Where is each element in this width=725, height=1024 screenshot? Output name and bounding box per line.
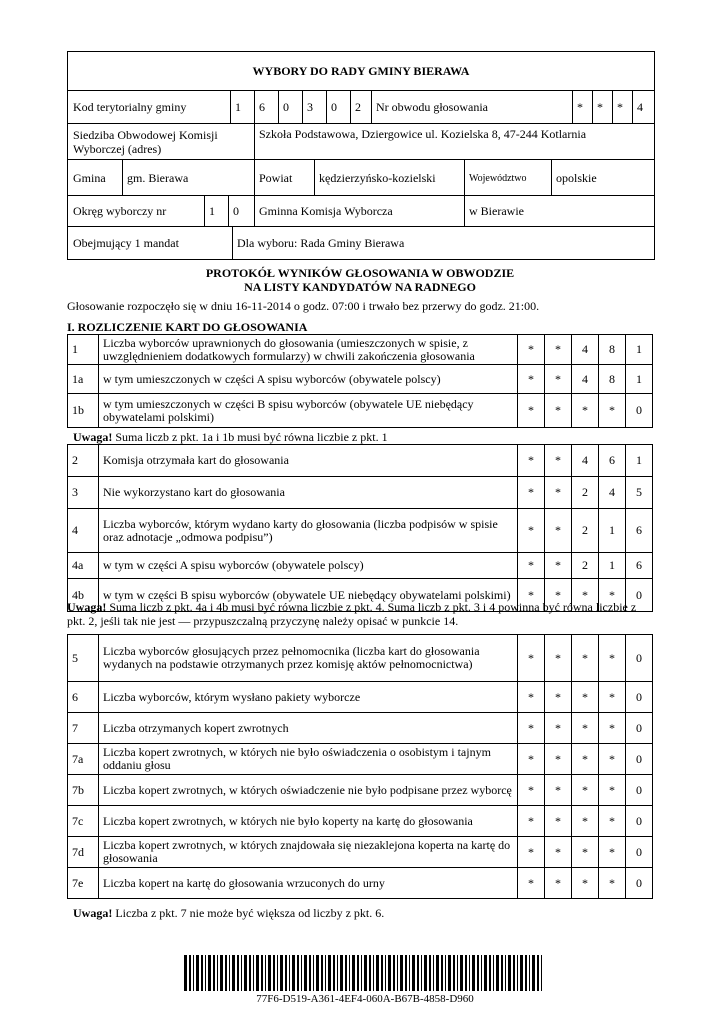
value-digit: 1 <box>599 553 626 579</box>
value-digit: * <box>572 713 599 744</box>
district-number-label: Nr obwodu głosowania <box>376 100 488 114</box>
barcode-bar <box>289 955 290 991</box>
row-description: Liczba wyborców uprawnionych do głosowania (umieszczonych w spisie, z uwzględnieniem dodatkowych formularzy) w chwili zakończenia głosowania <box>99 335 518 365</box>
barcode-bar <box>345 955 347 991</box>
barcode-bar <box>189 955 191 991</box>
table-row <box>68 775 653 806</box>
barcode-bar <box>325 955 326 991</box>
table-row <box>68 806 653 837</box>
barcode-bar <box>328 955 331 991</box>
barcode-bar <box>229 955 230 991</box>
value-digit: 0 <box>626 394 653 428</box>
row-description: Nie wykorzystano kart do głosowania <box>99 477 518 509</box>
barcode-bar <box>225 955 227 991</box>
barcode-bar <box>361 955 362 991</box>
barcode-bar <box>301 955 302 991</box>
barcode-bar <box>417 955 419 991</box>
row-number: 4a <box>68 553 99 579</box>
row-constituency <box>68 195 654 227</box>
constituency-digit: 0 <box>233 204 239 218</box>
barcode-bar <box>321 955 323 991</box>
value-digit: * <box>518 775 545 806</box>
value-digit: 6 <box>626 553 653 579</box>
header-box <box>67 51 655 260</box>
note-2: Uwaga! Suma liczb z pkt. 4a i 4b musi być równa liczbie z pkt. 4. Suma liczb z pkt. 3 i 4 powinna być równa liczbie z pkt. 2, jeśli tak nie jest — przypuszczalną przyczynę należy opisać w punkcie 14. <box>67 600 637 628</box>
barcode-bar <box>412 955 415 991</box>
barcode-bar <box>256 955 259 991</box>
barcode-bar <box>261 955 263 991</box>
value-digit: 2 <box>572 509 599 553</box>
barcode-bar <box>213 955 215 991</box>
value-digit: * <box>599 713 626 744</box>
table-row <box>68 394 653 428</box>
value-digit: * <box>599 635 626 682</box>
value-digit: * <box>572 806 599 837</box>
row-description: Liczba kopert zwrotnych, w których oświadczenie nie było podpisane przez wyborcę <box>99 775 518 806</box>
barcode-bar <box>237 955 239 991</box>
kod-digit: 0 <box>331 100 337 114</box>
value-digit: * <box>572 579 599 612</box>
table-row <box>68 837 653 868</box>
protocol-title-line2: NA LISTY KANDYDATÓW NA RADNEGO <box>244 280 476 294</box>
value-digit: * <box>545 445 572 477</box>
row-address <box>68 123 654 160</box>
row-description: Liczba wyborców, którym wysłano pakiety wyborcze <box>99 682 518 713</box>
row-description: w tym umieszczonych w części B spisu wyborców (obywatele UE niebędący obywatelami polskimi) <box>99 394 518 428</box>
table-section-3 <box>67 634 653 899</box>
barcode-bar <box>501 955 503 991</box>
row-description: w tym w części A spisu wyborców (obywatele polscy) <box>99 553 518 579</box>
kod-digit: 2 <box>355 100 361 114</box>
table-row <box>68 682 653 713</box>
protocol-title <box>67 266 653 294</box>
barcode-bar <box>484 955 487 991</box>
barcode-bar <box>405 955 407 991</box>
table-row <box>68 868 653 899</box>
value-digit: 0 <box>626 682 653 713</box>
obwod-digit: 4 <box>637 100 643 114</box>
row-number: 6 <box>68 682 99 713</box>
value-digit: 0 <box>626 806 653 837</box>
row-number: 1a <box>68 365 99 394</box>
value-digit: * <box>572 775 599 806</box>
barcode-bar <box>313 955 314 991</box>
barcode-bar <box>537 955 539 991</box>
row-municipality <box>68 159 654 196</box>
barcode-bar <box>496 955 499 991</box>
value-digit: * <box>599 394 626 428</box>
kod-digit: 3 <box>307 100 313 114</box>
constituency-label: Okręg wyborczy nr <box>73 204 167 218</box>
value-digit: * <box>518 365 545 394</box>
value-digit: * <box>518 744 545 775</box>
barcode-bar <box>469 955 470 991</box>
value-digit: * <box>599 682 626 713</box>
row-number: 1b <box>68 394 99 428</box>
barcode-bar <box>532 955 535 991</box>
value-digit: * <box>599 579 626 612</box>
barcode-bar <box>376 955 379 991</box>
value-digit: 4 <box>572 445 599 477</box>
barcode-bar <box>196 955 199 991</box>
value-digit: * <box>572 635 599 682</box>
row-description: Komisja otrzymała kart do głosowania <box>99 445 518 477</box>
barcode-bar <box>397 955 398 991</box>
value-digit: * <box>518 477 545 509</box>
barcode-bar <box>489 955 491 991</box>
barcode-bar <box>364 955 367 991</box>
barcode-bar <box>409 955 410 991</box>
barcode-bar <box>441 955 443 991</box>
value-digit: * <box>545 806 572 837</box>
barcode-bar <box>369 955 371 991</box>
municipality-label: Gmina <box>73 170 106 185</box>
value-digit: * <box>572 837 599 868</box>
table-section-2 <box>67 444 653 612</box>
barcode-bar <box>436 955 439 991</box>
mandate-label: Obejmujący 1 mandat <box>73 236 179 250</box>
table-row <box>68 445 653 477</box>
barcode-bar <box>453 955 455 991</box>
barcode-bar <box>525 955 527 991</box>
voivodeship-label: Województwo <box>469 172 527 184</box>
value-digit: * <box>545 682 572 713</box>
value-digit: 4 <box>572 335 599 365</box>
value-digit: 0 <box>626 868 653 899</box>
row-number: 1 <box>68 335 99 365</box>
barcode-bar <box>249 955 251 991</box>
value-digit: 6 <box>626 509 653 553</box>
value-digit: * <box>518 335 545 365</box>
barcode-bar <box>433 955 434 991</box>
barcode-bar <box>352 955 355 991</box>
address-label: Siedziba Obwodowej Komisji Wyborczej (adres) <box>73 128 218 156</box>
barcode-bar <box>217 955 218 991</box>
value-digit: 2 <box>572 553 599 579</box>
value-digit: * <box>518 868 545 899</box>
barcode-bar <box>541 955 542 991</box>
value-digit: * <box>518 713 545 744</box>
barcode-bar <box>280 955 283 991</box>
voivodeship-value: opolskie <box>556 170 597 185</box>
table-row <box>68 365 653 394</box>
value-digit: 8 <box>599 365 626 394</box>
barcode-bar <box>316 955 319 991</box>
value-digit: * <box>545 335 572 365</box>
barcode-bar <box>505 955 506 991</box>
barcode-bar <box>184 955 187 991</box>
constituency-digit: 1 <box>209 204 215 218</box>
barcode-bar <box>460 955 463 991</box>
row-number: 4 <box>68 509 99 553</box>
election-for-label: Dla wyboru: Rada Gminy Bierawa <box>237 236 405 250</box>
value-digit: 0 <box>626 635 653 682</box>
barcode-bar <box>381 955 383 991</box>
row-description: Liczba wyborców, którym wydano karty do głosowania (liczba podpisów w spisie oraz adnotacje „odmowa podpisu”) <box>99 509 518 553</box>
barcode-bar <box>232 955 235 991</box>
row-number: 5 <box>68 635 99 682</box>
barcode-bar <box>520 955 523 991</box>
voting-info: Głosowanie rozpoczęło się w dniu 16-11-2014 o godz. 07:00 i trwało bez przerwy do godz. 21:00. <box>67 299 540 313</box>
election-title: WYBORY DO RADY GMINY BIERAWA <box>252 63 470 78</box>
row-description: Liczba kopert zwrotnych, w których nie było koperty na kartę do głosowania <box>99 806 518 837</box>
row-description: Liczba otrzymanych kopert zwrotnych <box>99 713 518 744</box>
row-territorial-code <box>68 90 654 124</box>
value-digit: * <box>518 394 545 428</box>
barcode-bar <box>309 955 311 991</box>
barcode-bar <box>393 955 395 991</box>
barcode-bar <box>304 955 307 991</box>
value-digit: * <box>518 635 545 682</box>
barcode-bar <box>373 955 374 991</box>
table-row <box>68 713 653 744</box>
protocol-title-line1: PROTOKÓŁ WYNIKÓW GŁOSOWANIA W OBWODZIE <box>205 266 515 280</box>
value-digit: * <box>545 635 572 682</box>
barcode-bar <box>357 955 359 991</box>
barcode-bar <box>193 955 194 991</box>
municipality-value: gm. Bierawa <box>127 170 189 185</box>
value-digit: 8 <box>599 335 626 365</box>
barcode-bar <box>253 955 254 991</box>
barcode-bar <box>285 955 287 991</box>
row-description: w tym umieszczonych w części A spisu wyborców (obywatele polscy) <box>99 365 518 394</box>
value-digit: 0 <box>626 837 653 868</box>
row-number: 7 <box>68 713 99 744</box>
barcode-bar <box>477 955 479 991</box>
value-digit: * <box>545 553 572 579</box>
barcode-bar <box>241 955 242 991</box>
barcode-bar <box>424 955 427 991</box>
value-digit: 2 <box>572 477 599 509</box>
row-description: Liczba wyborców głosujących przez pełnomocnika (liczba kart do głosowania wydanych na podstawie otrzymanych przez komisję aktów pełnomocnictwa) <box>99 635 518 682</box>
barcode-bar <box>517 955 518 991</box>
row-number: 7a <box>68 744 99 775</box>
value-digit: * <box>545 394 572 428</box>
barcode-bar <box>273 955 275 991</box>
barcode-bar <box>349 955 350 991</box>
row-number: 7e <box>68 868 99 899</box>
barcode-bar <box>277 955 278 991</box>
value-digit: * <box>545 365 572 394</box>
value-digit: * <box>518 806 545 837</box>
barcode-bar <box>421 955 422 991</box>
value-digit: * <box>518 445 545 477</box>
value-digit: 1 <box>599 509 626 553</box>
obwod-digit: * <box>597 100 603 114</box>
value-digit: 6 <box>599 445 626 477</box>
value-digit: * <box>545 509 572 553</box>
value-digit: 0 <box>626 713 653 744</box>
value-digit: * <box>599 744 626 775</box>
value-digit: * <box>518 553 545 579</box>
kod-digit: 0 <box>283 100 289 114</box>
value-digit: * <box>572 682 599 713</box>
table-row <box>68 509 653 553</box>
barcode-bar <box>220 955 223 991</box>
value-digit: 0 <box>626 775 653 806</box>
table-row <box>68 477 653 509</box>
barcode-bar <box>340 955 343 991</box>
kod-digit: 1 <box>235 100 241 114</box>
commission-name: Gminna Komisja Wyborcza <box>259 204 393 218</box>
barcode-bar <box>400 955 403 991</box>
county-label: Powiat <box>259 170 293 185</box>
barcode-bar <box>448 955 451 991</box>
table-row <box>68 635 653 682</box>
barcode-bar <box>465 955 467 991</box>
value-digit: * <box>518 837 545 868</box>
note-1: Uwaga! Suma liczb z pkt. 1a i 1b musi być równa liczbie z pkt. 1 <box>73 430 388 444</box>
barcode <box>184 955 546 991</box>
value-digit: 4 <box>599 477 626 509</box>
kod-digit: 6 <box>259 100 265 114</box>
value-digit: * <box>545 713 572 744</box>
obwod-digit: * <box>617 100 623 114</box>
barcode-bar <box>265 955 266 991</box>
table-row <box>68 553 653 579</box>
value-digit: * <box>572 744 599 775</box>
barcode-bar <box>385 955 386 991</box>
barcode-bar <box>472 955 475 991</box>
row-number: 7b <box>68 775 99 806</box>
address-value: Szkoła Podstawowa, Dziergowice ul. Kozielska 8, 47-244 Kotlarnia <box>259 127 587 141</box>
row-description: Liczba kopert zwrotnych, w których nie było oświadczenia o osobistym i tajnym oddaniu głosu <box>99 744 518 775</box>
value-digit: 4 <box>572 365 599 394</box>
table-row <box>68 335 653 365</box>
row-number: 7d <box>68 837 99 868</box>
value-digit: * <box>599 837 626 868</box>
value-digit: * <box>599 806 626 837</box>
row-description: Liczba kopert na kartę do głosowania wrzuconych do urny <box>99 868 518 899</box>
table-row <box>68 744 653 775</box>
value-digit: 0 <box>626 579 653 612</box>
barcode-bar <box>493 955 494 991</box>
county-value: kędzierzyńsko-kozielski <box>319 170 436 185</box>
barcode-bar <box>337 955 338 991</box>
barcode-bar <box>388 955 391 991</box>
value-digit: * <box>572 394 599 428</box>
barcode-bar <box>513 955 515 991</box>
value-digit: 5 <box>626 477 653 509</box>
value-digit: * <box>545 744 572 775</box>
barcode-bar <box>481 955 482 991</box>
value-digit: 1 <box>626 365 653 394</box>
row-number: 7c <box>68 806 99 837</box>
row-number: 2 <box>68 445 99 477</box>
value-digit: * <box>545 868 572 899</box>
value-digit: * <box>518 579 545 612</box>
value-digit: 0 <box>626 744 653 775</box>
barcode-bar <box>201 955 203 991</box>
row-number: 4b <box>68 579 99 612</box>
barcode-bar <box>205 955 206 991</box>
section-title: I. ROZLICZENIE KART DO GŁOSOWANIA <box>67 320 308 334</box>
barcode-bar <box>508 955 511 991</box>
value-digit: 1 <box>626 445 653 477</box>
commission-location: w Bierawie <box>469 204 524 218</box>
value-digit: * <box>545 477 572 509</box>
barcode-bar <box>297 955 299 991</box>
barcode-bar <box>244 955 247 991</box>
barcode-bar <box>457 955 458 991</box>
barcode-bar <box>333 955 335 991</box>
value-digit: 1 <box>626 335 653 365</box>
value-digit: * <box>545 579 572 612</box>
barcode-text: 77F6-D519-A361-4EF4-060A-B67B-4858-D960 <box>256 993 474 1005</box>
value-digit: * <box>599 868 626 899</box>
barcode-bar <box>445 955 446 991</box>
value-digit: * <box>518 509 545 553</box>
value-digit: * <box>599 775 626 806</box>
row-description: Liczba kopert zwrotnych, w których znajdowała się niezaklejona koperta na kartę do głosowania <box>99 837 518 868</box>
barcode-bar <box>292 955 295 991</box>
territorial-code-label: Kod terytorialny gminy <box>73 100 187 114</box>
barcode-bar <box>268 955 271 991</box>
barcode-bar <box>429 955 431 991</box>
table-section-1 <box>67 334 653 428</box>
barcode-bar <box>208 955 211 991</box>
value-digit: * <box>518 682 545 713</box>
value-digit: * <box>572 868 599 899</box>
value-digit: * <box>545 837 572 868</box>
value-digit: * <box>545 775 572 806</box>
note-3: Uwaga! Liczba z pkt. 7 nie może być większa od liczby z pkt. 6. <box>73 906 385 920</box>
row-description: w tym w części B spisu wyborców (obywatele UE niebędący obywatelami polskimi) <box>99 579 518 612</box>
obwod-digit: * <box>577 100 583 114</box>
barcode-bar <box>529 955 530 991</box>
row-mandate <box>68 226 654 260</box>
row-number: 3 <box>68 477 99 509</box>
